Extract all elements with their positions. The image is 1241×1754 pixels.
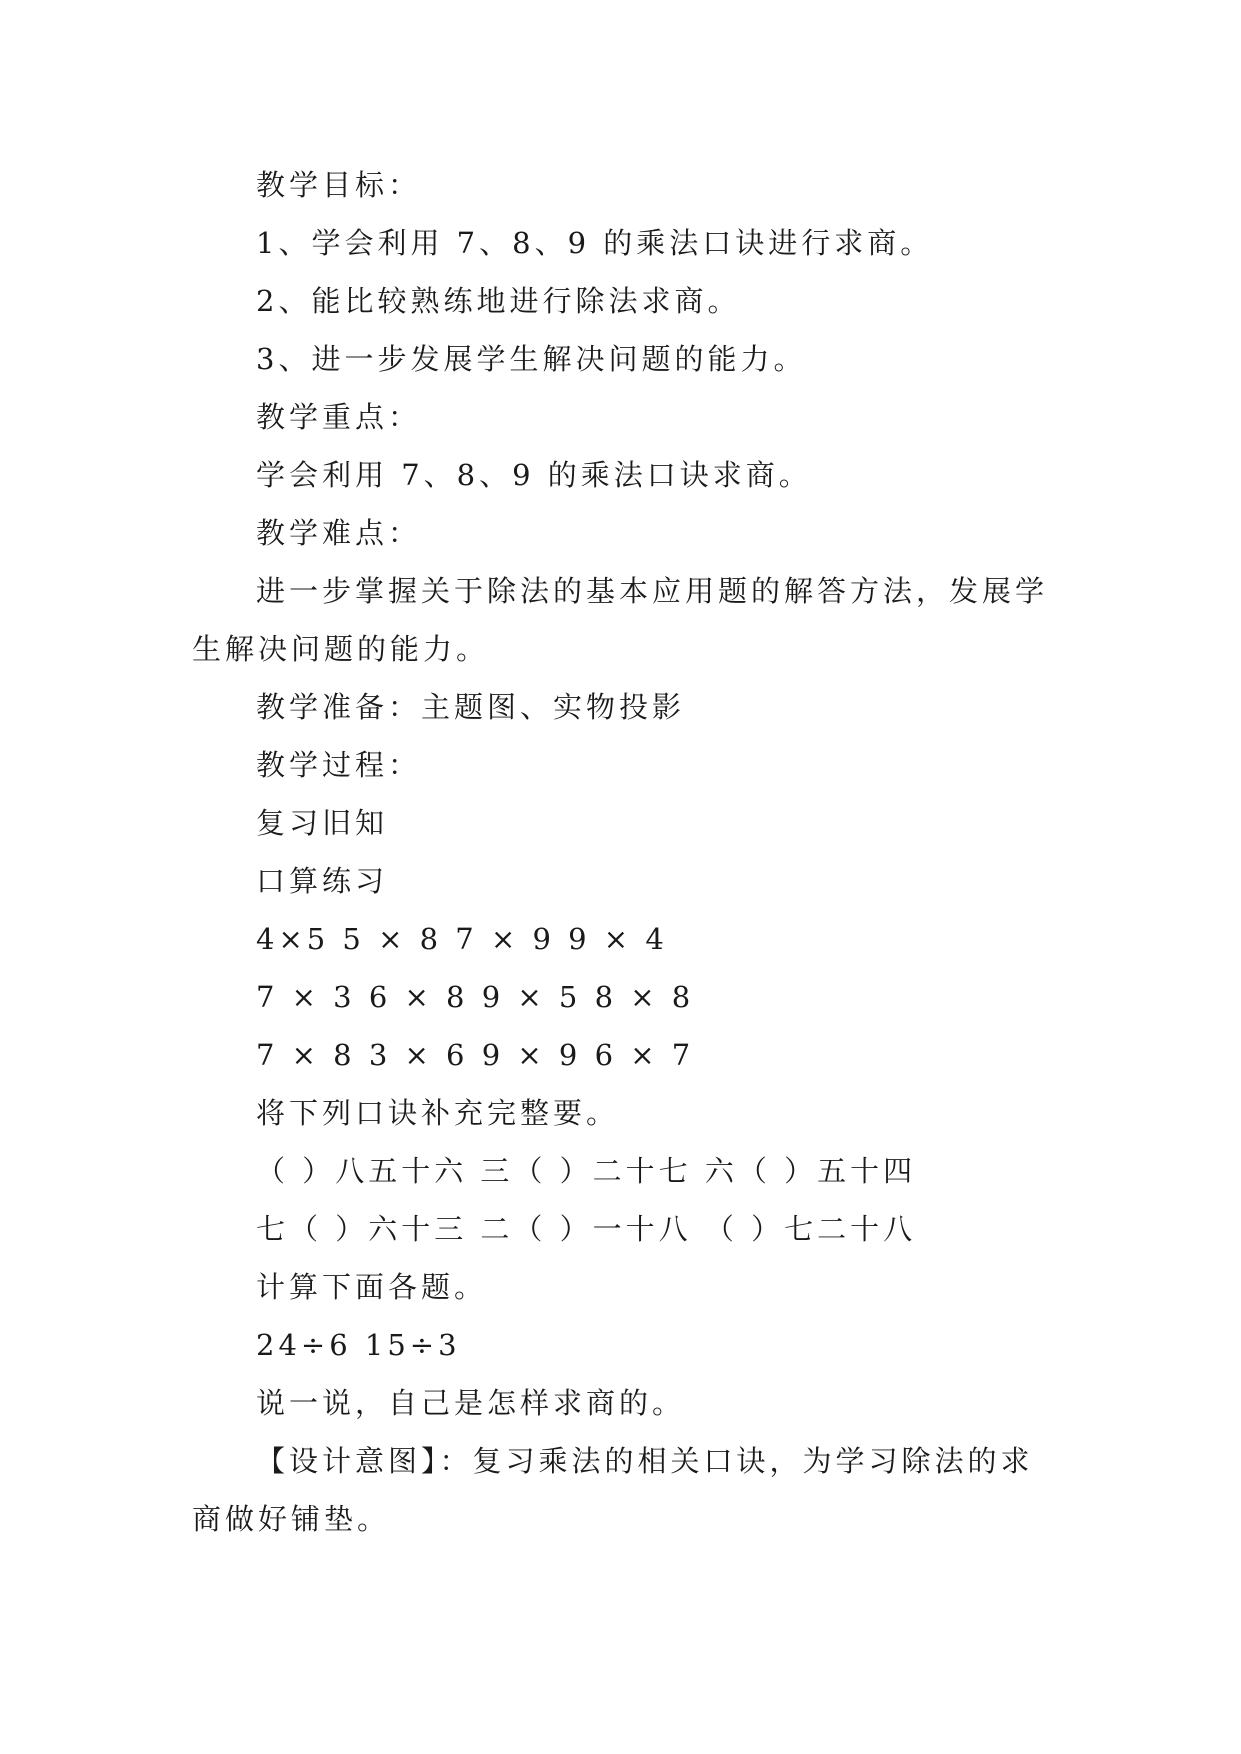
fill-in-row-2: 七（ ）六十三 二（ ）一十八 （ ）七二十八 [256, 1212, 917, 1246]
objective-item-1: 1、学会利用 7、8、9 的乘法口诀进行求商。 [256, 226, 934, 260]
heading-teaching-focus: 教学重点： [256, 400, 422, 434]
teaching-preparation: 教学准备：主题图、实物投影 [256, 690, 686, 724]
document-body [192, 156, 1058, 1548]
calculation-row: 24÷6 15÷3 [256, 1328, 461, 1362]
practice-row-1: 4×5 5 × 8 7 × 9 9 × 4 [256, 922, 668, 956]
objective-item-3: 3、进一步发展学生解决问题的能力。 [256, 342, 807, 376]
objective-item-2: 2、能比较熟练地进行除法求商。 [256, 284, 741, 318]
fill-in-row-1: （ ）八五十六 三（ ）二十七 六（ ）五十四 [256, 1154, 917, 1188]
difficulty-paragraph: 进一步掌握关于除法的基本应用题的解答方法，发展学生解决问题的能力。 [192, 574, 1049, 666]
heading-teaching-difficulty: 教学难点： [256, 516, 422, 550]
heading-teaching-process: 教学过程： [256, 748, 422, 782]
focus-text: 学会利用 7、8、9 的乘法口诀求商。 [256, 458, 812, 492]
discussion-prompt: 说一说，自己是怎样求商的。 [256, 1386, 686, 1420]
design-intent-paragraph: 【设计意图】：复习乘法的相关口诀，为学习除法的求商做好铺垫。 [192, 1444, 1034, 1536]
calculation-instruction: 计算下面各题。 [256, 1270, 488, 1304]
subheading-oral-practice: 口算练习 [256, 864, 389, 898]
heading-teaching-objectives: 教学目标： [256, 168, 422, 202]
subheading-review: 复习旧知 [256, 806, 389, 840]
practice-row-2: 7 × 3 6 × 8 9 × 5 8 × 8 [256, 980, 695, 1014]
fill-in-instruction: 将下列口诀补充完整要。 [256, 1096, 620, 1130]
practice-row-3: 7 × 8 3 × 6 9 × 9 6 × 7 [256, 1038, 695, 1072]
